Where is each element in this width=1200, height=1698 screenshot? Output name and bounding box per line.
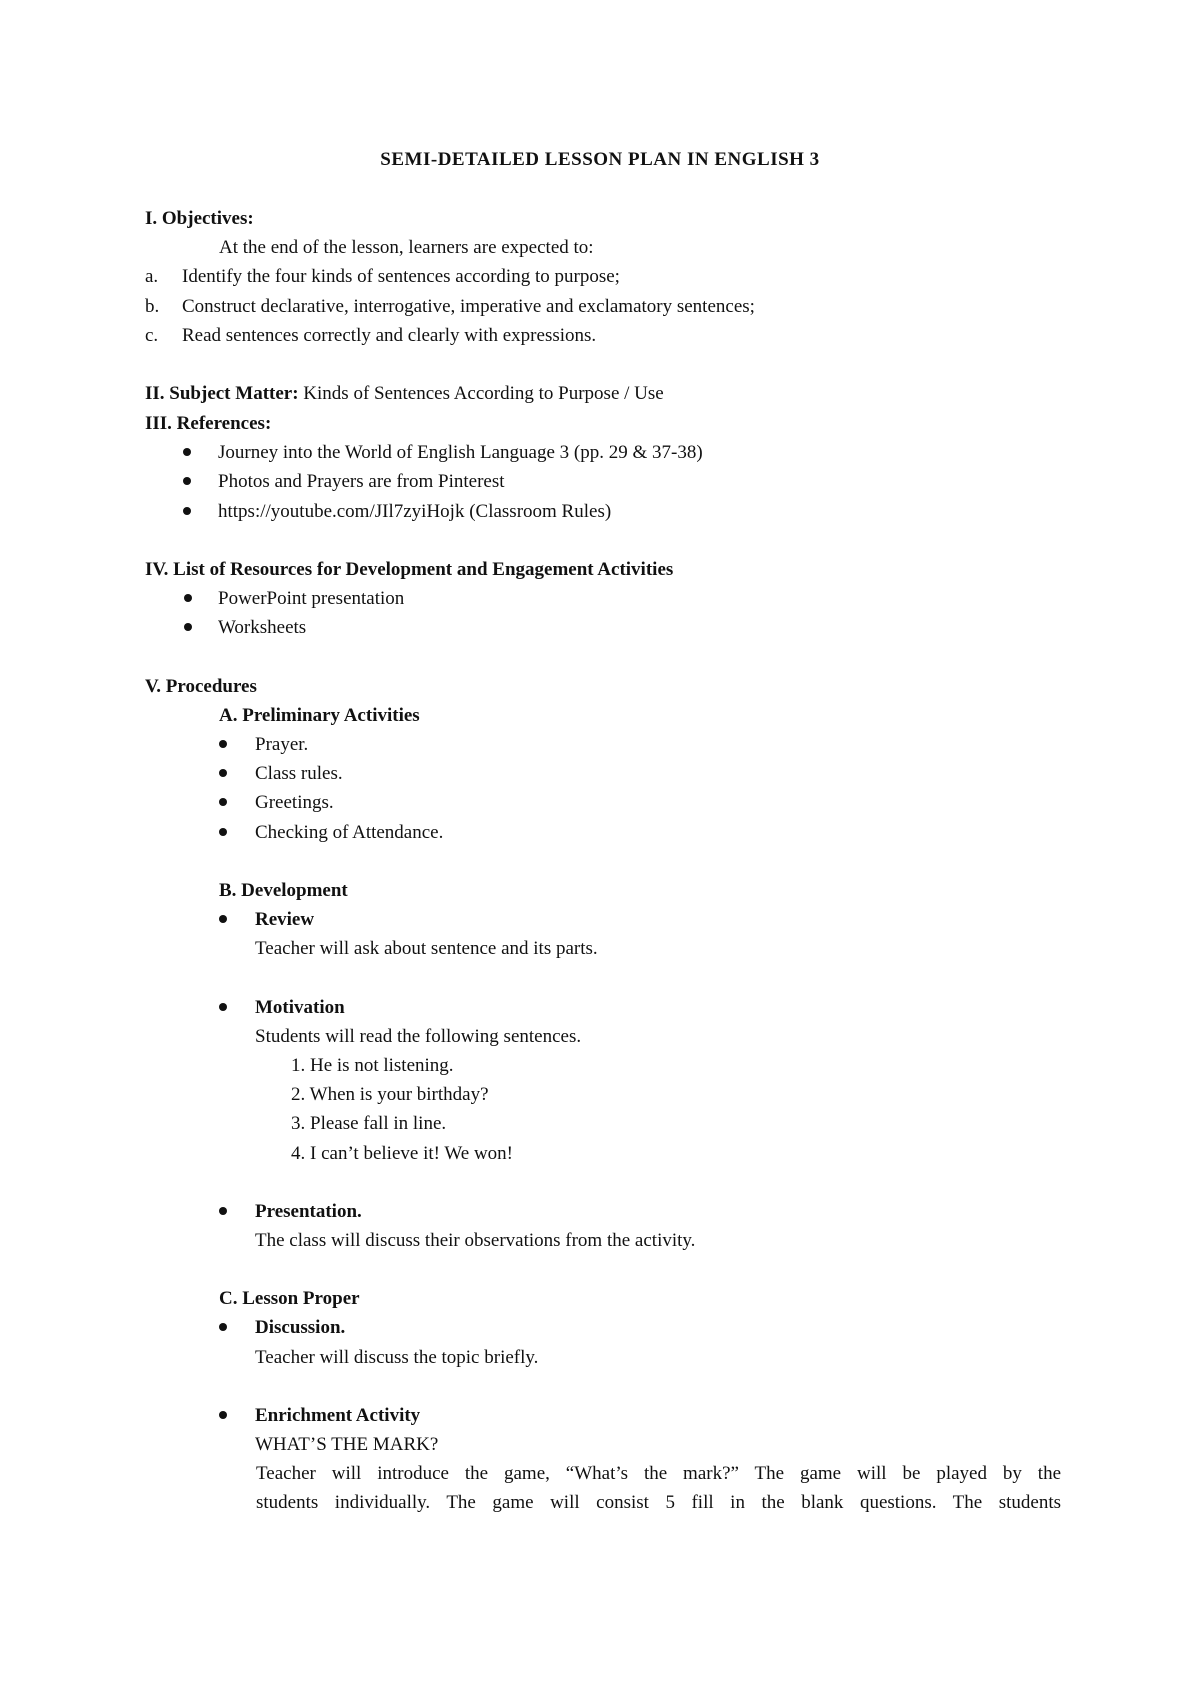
reference-item: Journey into the World of English Language 3 (pp. 29 & 37-38) bbox=[218, 442, 703, 463]
bullet-icon bbox=[219, 1207, 227, 1215]
bullet-icon bbox=[184, 594, 192, 602]
procedures-heading: V. Procedures bbox=[145, 676, 257, 697]
enrichment-subtitle: WHAT’S THE MARK? bbox=[255, 1434, 439, 1455]
objectives-intro: At the end of the lesson, learners are expected to: bbox=[219, 237, 594, 258]
motivation-sentence: 3. Please fall in line. bbox=[291, 1113, 447, 1134]
motivation-sentence: 1. He is not listening. bbox=[291, 1055, 454, 1076]
bullet-icon bbox=[219, 740, 227, 748]
lesson-proper-heading: C. Lesson Proper bbox=[219, 1288, 360, 1309]
references-heading: III. References: bbox=[145, 413, 272, 434]
bullet-icon bbox=[219, 769, 227, 777]
preliminary-item: Class rules. bbox=[255, 763, 343, 784]
reference-item: https://youtube.com/JIl7zyiHojk (Classroom Rules) bbox=[218, 501, 612, 522]
bullet-icon bbox=[183, 507, 191, 515]
preliminary-item: Checking of Attendance. bbox=[255, 822, 444, 843]
resource-item: Worksheets bbox=[218, 617, 307, 638]
bullet-icon bbox=[184, 623, 192, 631]
objective-marker-a: a. bbox=[145, 266, 159, 287]
subject-matter-text: Kinds of Sentences According to Purpose / Use bbox=[303, 383, 664, 404]
enrichment-label: Enrichment Activity bbox=[255, 1405, 421, 1426]
bullet-icon bbox=[183, 448, 191, 456]
preliminary-item: Prayer. bbox=[255, 734, 309, 755]
motivation-sentence: 4. I can’t believe it! We won! bbox=[291, 1143, 513, 1164]
objective-item-a: Identify the four kinds of sentences according to purpose; bbox=[182, 266, 620, 287]
subject-matter-line bbox=[145, 383, 664, 405]
subject-matter-heading: II. Subject Matter: bbox=[145, 383, 299, 404]
resources-heading: IV. List of Resources for Development and Engagement Activities bbox=[145, 559, 674, 580]
page-title: SEMI-DETAILED LESSON PLAN IN ENGLISH 3 bbox=[380, 149, 820, 170]
presentation-text: The class will discuss their observations from the activity. bbox=[255, 1230, 696, 1251]
development-heading: B. Development bbox=[219, 880, 348, 901]
objective-item-c: Read sentences correctly and clearly with expressions. bbox=[182, 325, 597, 346]
enrichment-paragraph-line: students individually. The game will consist 5 fill in the blank questions. The students bbox=[256, 1492, 1061, 1513]
objective-marker-c: c. bbox=[145, 325, 159, 346]
bullet-icon bbox=[219, 828, 227, 836]
discussion-label: Discussion. bbox=[255, 1317, 346, 1338]
reference-item: Photos and Prayers are from Pinterest bbox=[218, 471, 505, 492]
bullet-icon bbox=[219, 798, 227, 806]
bullet-icon bbox=[219, 1411, 227, 1419]
objective-item-b: Construct declarative, interrogative, imperative and exclamatory sentences; bbox=[182, 296, 755, 317]
presentation-label: Presentation. bbox=[255, 1201, 362, 1222]
motivation-text: Students will read the following sentences. bbox=[255, 1026, 582, 1047]
discussion-text: Teacher will discuss the topic briefly. bbox=[255, 1347, 539, 1368]
enrichment-paragraph-line: Teacher will introduce the game, “What’s the mark?” The game will be played by the bbox=[256, 1463, 1061, 1484]
bullet-icon bbox=[219, 1003, 227, 1011]
resource-item: PowerPoint presentation bbox=[218, 588, 405, 609]
bullet-icon bbox=[219, 1323, 227, 1331]
objectives-heading: I. Objectives: bbox=[145, 208, 254, 229]
bullet-icon bbox=[219, 915, 227, 923]
motivation-sentence: 2. When is your birthday? bbox=[291, 1084, 489, 1105]
bullet-icon bbox=[183, 477, 191, 485]
motivation-label: Motivation bbox=[255, 997, 345, 1018]
objective-marker-b: b. bbox=[145, 296, 160, 317]
review-text: Teacher will ask about sentence and its parts. bbox=[255, 938, 598, 959]
preliminary-item: Greetings. bbox=[255, 792, 334, 813]
preliminary-heading: A. Preliminary Activities bbox=[219, 705, 420, 726]
review-label: Review bbox=[255, 909, 315, 930]
